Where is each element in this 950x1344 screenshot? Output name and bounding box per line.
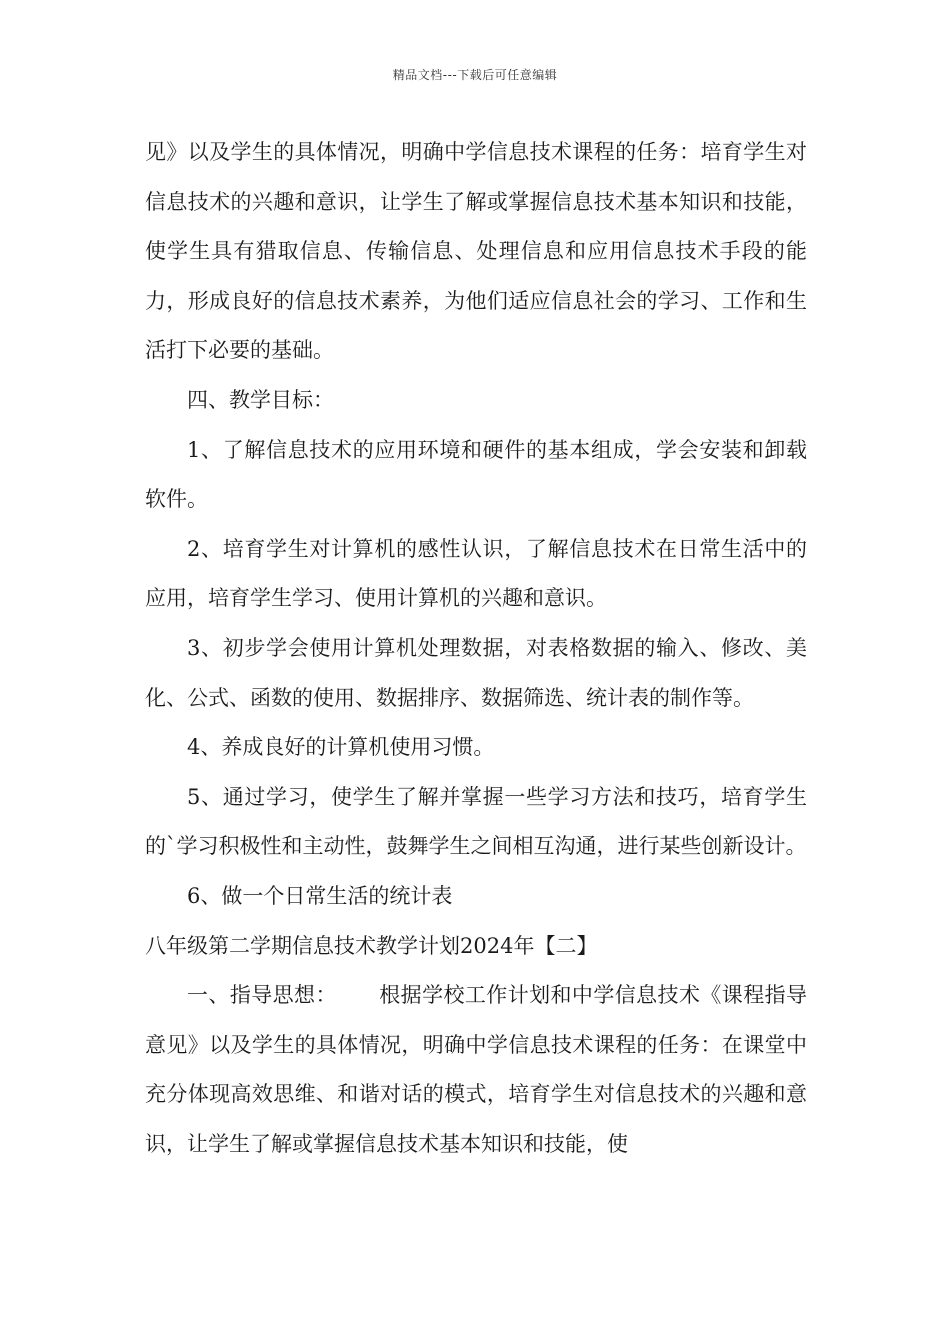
goal-item-1: 1、了解信息技术的应用环境和硬件的基本组成，学会安装和卸载软件。 <box>145 437 807 512</box>
goal-item-2: 2、培育学生对计算机的感性认识，了解信息技术在日常生活中的应用，培育学生学习、使用计算机的兴趣和意识。 <box>145 536 807 611</box>
page-header: 精品文档---下载后可任意编辑 <box>392 68 558 82</box>
goal-item-4: 4、养成良好的计算机使用习惯。 <box>187 735 495 760</box>
paragraph-course-task: 见》以及学生的具体情况，明确中学信息技术课程的任务：培育学生对信息技术的兴趣和意识，让学生了解或掌握信息技术基本知识和技能，使学生具有猎取信息、传输信息、处理信息和应用信息技术手段的能力，形成良好的信息技术素养，为他们适应信息社会的学习、工作和生活打下必要的基础。 <box>145 140 807 363</box>
heading-teaching-goals: 四、教学目标： <box>187 387 334 412</box>
guiding-ideology-label: 一、指导思想： <box>187 983 337 1008</box>
goal-item-3: 3、初步学会使用计算机处理数据，对表格数据的输入、修改、美化、公式、函数的使用、数据排序、数据筛选、统计表的制作等。 <box>145 635 807 710</box>
section-title-plan-two: 八年级第二学期信息技术教学计划2024年【二】 <box>145 933 598 958</box>
guiding-ideology-text: 根据学校工作计划和中学信息技术《课程指导意见》以及学生的具体情况，明确中学信息技术课程的任务：在课堂中充分体现高效思维、和谐对话的模式，培育学生对信息技术的兴趣和意识，让学生了解或掌握信息技术基本知识和技能，使 <box>145 983 808 1156</box>
goal-item-6: 6、做一个日常生活的统计表 <box>187 883 453 908</box>
paragraph-guiding-ideology <box>145 971 807 1169</box>
document-body <box>145 128 807 1169</box>
goal-item-5: 5、通过学习，使学生了解并掌握一些学习方法和技巧，培育学生的`学习积极性和主动性，鼓舞学生之间相互沟通，进行某些创新设计。 <box>145 784 807 859</box>
